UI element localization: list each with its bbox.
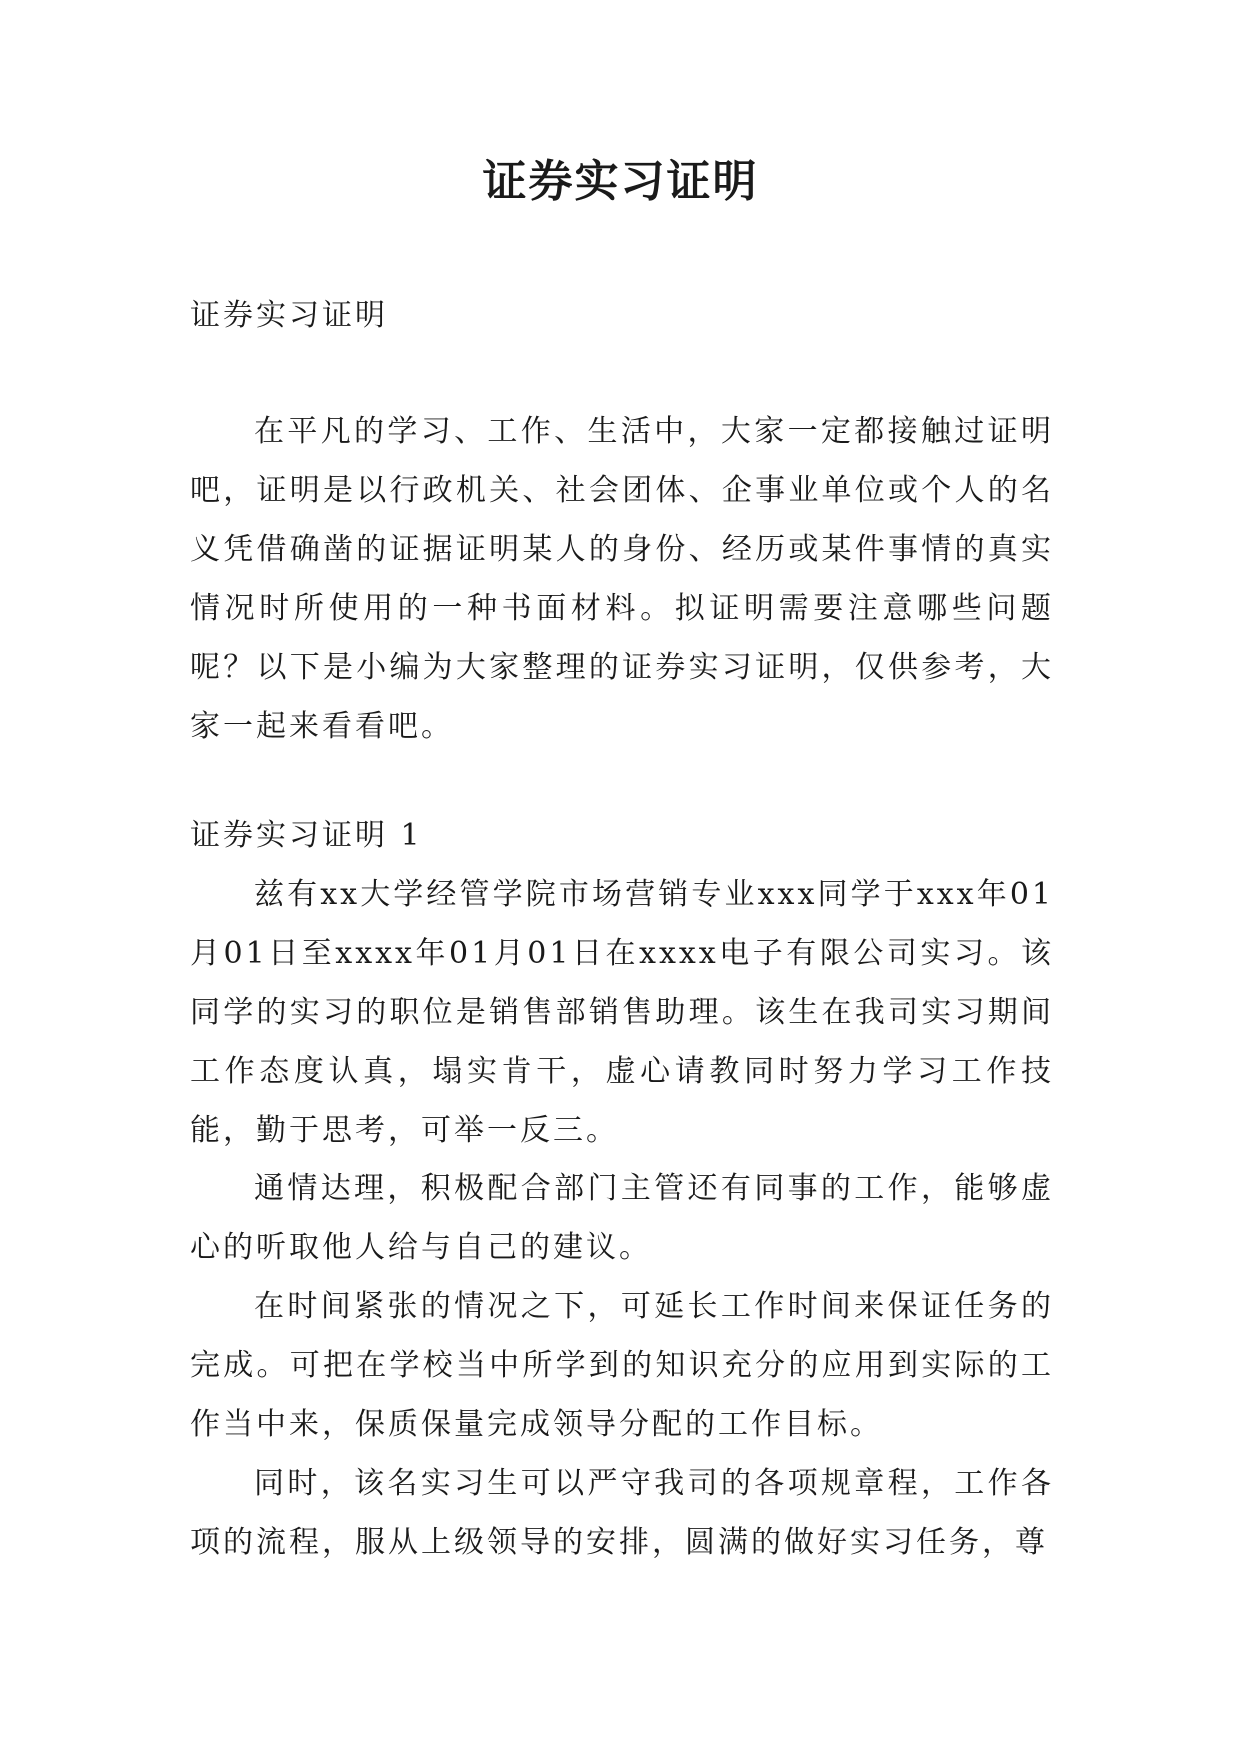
body-paragraph-2: 通情达理，积极配合部门主管还有同事的工作，能够虚心的听取他人给与自己的建议。	[190, 1171, 1054, 1265]
body-paragraph-1: 兹有xx大学经管学院市场营销专业xxx同学于xxx年01月01日至xxxx年01月01日在xxxx电子有限公司实习。该同学的实习的职位是销售部销售助理。该生在我司实习期间工作态度认真，塌实肯干，虚心请教同时努力学习工作技能，勤于思考，可举一反三。	[190, 877, 1054, 1148]
body-paragraph-4: 同时，该名实习生可以严守我司的各项规章程，工作各项的流程，服从上级领导的安排，圆满的做好实习任务，尊	[190, 1466, 1054, 1560]
body-paragraph-3: 在时间紧张的情况之下，可延长工作时间来保证任务的完成。可把在学校当中所学到的知识充分的应用到实际的工作当中来，保质保量完成领导分配的工作目标。	[190, 1289, 1054, 1442]
document-title: 证券实习证明	[482, 156, 759, 207]
intro-paragraph: 在平凡的学习、工作、生活中，大家一定都接触过证明吧，证明是以行政机关、社会团体、企事业单位或个人的名义凭借确凿的证据证明某人的身份、经历或某件事情的真实情况时所使用的一种书面材料。拟证明需要注意哪些问题呢？以下是小编为大家整理的证券实习证明，仅供参考，大家一起来看看吧。	[190, 414, 1054, 744]
section-heading: 证券实习证明 1	[190, 818, 423, 853]
document-subtitle: 证券实习证明	[190, 298, 388, 333]
